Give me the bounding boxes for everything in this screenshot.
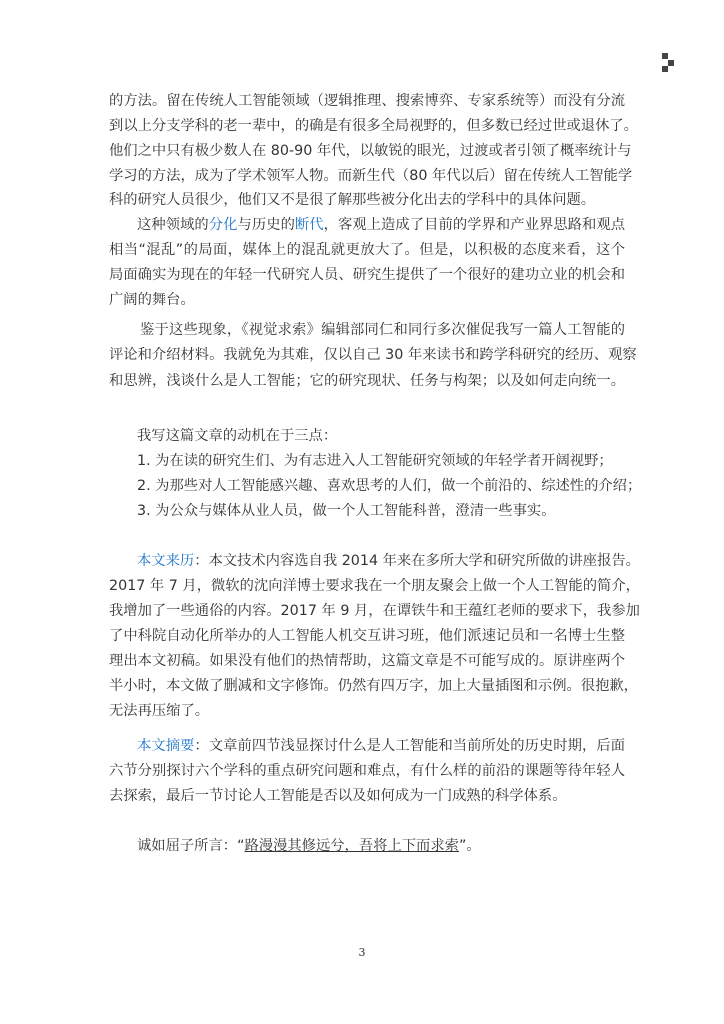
highlight-term: 分化 bbox=[208, 217, 238, 233]
page-number: 3 bbox=[358, 946, 366, 959]
text-line: 无法再压缩了。 bbox=[109, 703, 210, 719]
text-line: 科的研究人员很少，他们又不是很了解那些被分化出去的学科中的具体问题。 bbox=[109, 192, 596, 208]
text-line: 六节分别探讨六个学科的重点研究问题和难点，有什么样的前沿的课题等待年轻人 bbox=[109, 763, 625, 779]
text: 诚如屈子所言：“ bbox=[137, 838, 245, 854]
text: 与历史的 bbox=[237, 217, 295, 233]
logo-icon bbox=[662, 53, 678, 73]
quote-text: 路漫漫其修远兮，吾将上下而求索 bbox=[244, 838, 459, 854]
text-line: 理出本文初稿。如果没有他们的热情帮助，这篇文章是不可能写成的。原讲座两个 bbox=[109, 653, 625, 669]
text-line bbox=[137, 213, 625, 238]
text: ：文章前四节浅显探讨什么是人工智能和当前所处的历史时期，后面 bbox=[194, 738, 626, 754]
list-item: 3. 为公众与媒体从业人员，做一个人工智能科普，澄清一些事实。 bbox=[137, 503, 556, 519]
text-line: 半小时，本文做了删减和文字修饰。仍然有四万字，加上大量插图和示例。很抱歉， bbox=[109, 678, 638, 694]
list-intro: 我写这篇文章的动机在于三点： bbox=[137, 428, 338, 444]
text-line: 学习的方法，成为了学术领军人物。而新生代（80 年代以后）留在传统人工智能学 bbox=[109, 168, 633, 184]
text-line: 他们之中只有极少数人在 80-90 年代，以敏锐的眼光，过渡或者引领了概率统计与 bbox=[109, 143, 632, 159]
text-line: 去探索，最后一节讨论人工智能是否以及如何成为一门成熟的科学体系。 bbox=[109, 788, 567, 804]
source-label: 本文来历 bbox=[137, 553, 195, 569]
text-line: 了中科院自动化所举办的人工智能人机交互讲习班，他们派速记员和一名博士生整 bbox=[109, 628, 625, 644]
text-line: 相当“混乱”的局面，媒体上的混乱就更放大了。但是，以积极的态度来看，这个 bbox=[109, 242, 625, 258]
quote-line bbox=[137, 834, 625, 859]
text-line bbox=[137, 549, 640, 574]
text-line: 我增加了一些通俗的内容。2017 年 9 月，在谭铁牛和王蕴红老师的要求下，我参加 bbox=[109, 603, 640, 619]
text: 这种领域的 bbox=[137, 217, 209, 233]
list-item: 2. 为那些对人工智能感兴趣、喜欢思考的人们，做一个前沿的、综述性的介绍； bbox=[137, 478, 642, 494]
text-line: 的方法。留在传统人工智能领域（逻辑推理、搜索博弈、专家系统等）而没有分流 bbox=[109, 93, 625, 109]
text: ”。 bbox=[458, 838, 481, 854]
text-line: 局面确实为现在的年轻一代研究人员、研究生提供了一个很好的建功立业的机会和 bbox=[109, 267, 625, 283]
list-item: 1. 为在读的研究生们、为有志进入人工智能研究领域的年轻学者开阔视野； bbox=[137, 453, 613, 469]
text-line: 和思辨，浅谈什么是人工智能；它的研究现状、任务与构架；以及如何走向统一。 bbox=[109, 373, 625, 389]
text-line: 评论和介绍材料。我就免为其难，仅以自己 30 年来读书和跨学科研究的经历、观察 bbox=[109, 347, 637, 363]
text-line: 2017 年 7 月，微软的沈向洋博士要求我在一个朋友聚会上做一个人工智能的简介， bbox=[109, 578, 640, 594]
text-line: 广阔的舞台。 bbox=[109, 292, 195, 308]
text-line: 鉴于这些现象，《视觉求索》编辑部同仁和同行多次催促我写一篇人工智能的 bbox=[140, 322, 625, 338]
text: ：本文技术内容选自我 2014 年来在多所大学和研究所做的讲座报告。 bbox=[194, 553, 640, 569]
abstract-label: 本文摘要 bbox=[137, 738, 195, 754]
text: ，客观上造成了目前的学界和产业界思路和观点 bbox=[323, 217, 626, 233]
text-line bbox=[137, 734, 625, 759]
highlight-term: 断代 bbox=[294, 217, 324, 233]
text-line: 到以上分支学科的老一辈中，的确是有很多全局视野的，但多数已经过世或退休了。 bbox=[109, 118, 638, 134]
